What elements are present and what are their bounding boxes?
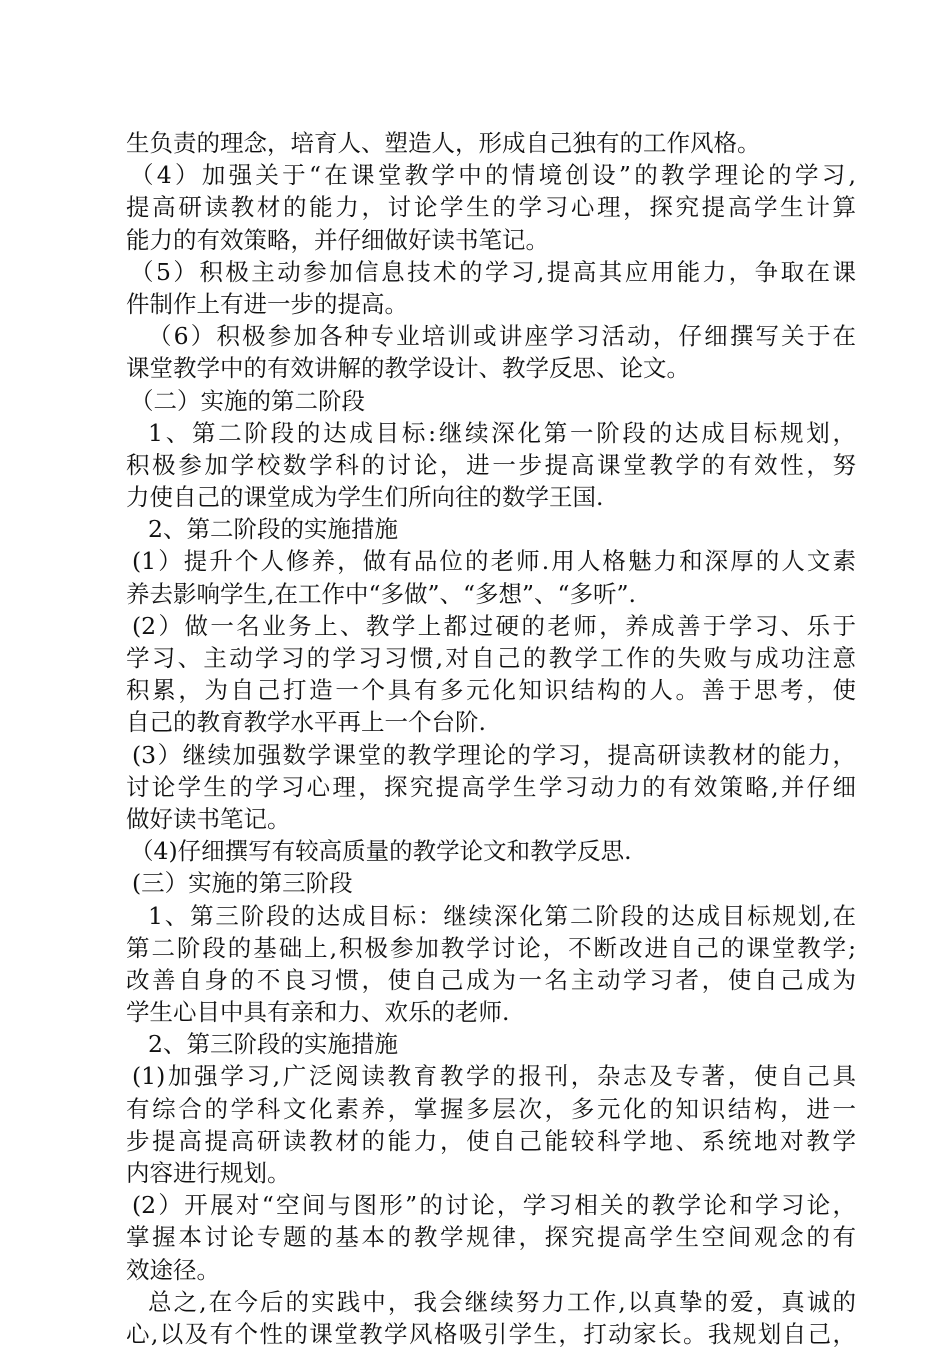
document-body xyxy=(126,127,856,1350)
text-line: 心,以及有个性的课堂教学风格吸引学生，打动家长。我规划自己， xyxy=(126,1319,856,1348)
text-line: （5）积极主动参加信息技术的学习,提高其应用能力，争取在课 xyxy=(130,257,856,286)
text-line: 力使自己的课堂成为学生们所向往的数学王国. xyxy=(126,483,604,512)
text-line: （4)仔细撰写有较高质量的教学论文和教学反思. xyxy=(130,837,632,866)
text-line: 件制作上有进一步的提高。 xyxy=(126,289,408,318)
text-line: 内容进行规划。 xyxy=(126,1159,291,1187)
text-line: 总之,在今后的实践中，我会继续努力工作,以真挚的爱，真诚的 xyxy=(148,1287,856,1316)
text-line: (2）开展对“空间与图形”的讨论，学习相关的教学论和学习论， xyxy=(132,1191,856,1220)
text-line: 生负责的理念，培育人、塑造人，形成自己独有的工作风格。 xyxy=(126,129,761,157)
text-line: (三）实施的第三阶段 xyxy=(132,869,353,898)
text-line: 能力的有效策略，并仔细做好读书笔记。 xyxy=(126,225,549,254)
text-line: 2、第二阶段的实施措施 xyxy=(148,515,398,544)
text-line: （6）积极参加各种专业培训或讲座学习活动，仔细撰写关于在 xyxy=(148,322,856,351)
text-line: 做好读书笔记。 xyxy=(126,804,291,833)
text-line: 讨论学生的学习心理，探究提高学生学习动力的有效策略,并仔细 xyxy=(126,772,856,801)
text-line: (1）提升个人修养，做有品位的老师.用人格魅力和深厚的人文素 xyxy=(132,547,856,576)
text-line: 1、第三阶段的达成目标：继续深化第二阶段的达成目标规划,在 xyxy=(148,901,856,930)
text-line: 有综合的学科文化素养，掌握多层次，多元化的知识结构，进一 xyxy=(126,1094,856,1123)
text-line: 学习、主动学习的学习习惯,对自己的教学工作的失败与成功注意 xyxy=(126,644,856,672)
text-line: 课堂教学中的有效讲解的教学设计、教学反思、论文。 xyxy=(126,354,690,383)
text-line: 第二阶段的基础上,积极参加教学讨论，不断改进自己的课堂教学; xyxy=(126,933,856,962)
text-line: 2、第三阶段的实施措施 xyxy=(148,1030,398,1059)
text-line: (1)加强学习,广泛阅读教育教学的报刊，杂志及专著，使自己具 xyxy=(132,1062,856,1091)
text-line: （二）实施的第二阶段 xyxy=(130,386,365,415)
text-line: 改善自身的不良习惯，使自己成为一名主动学习者，使自己成为 xyxy=(126,965,856,994)
text-line: 自己的教育教学水平再上一个台阶. xyxy=(126,708,486,737)
text-line: （4）加强关于“在课堂教学中的情境创设”的教学理论的学习, xyxy=(130,161,856,190)
text-line: 1、第二阶段的达成目标:继续深化第一阶段的达成目标规划， xyxy=(148,418,856,447)
text-line: (2）做一名业务上、教学上都过硬的老师，养成善于学习、乐于 xyxy=(132,611,856,640)
text-line: 提高研读教材的能力，讨论学生的学习心理，探究提高学生计算 xyxy=(126,193,856,222)
text-line: (3）继续加强数学课堂的教学理论的学习，提高研读教材的能力， xyxy=(132,740,856,769)
text-line: 效途径。 xyxy=(126,1255,220,1284)
text-line: 积极参加学校数学科的讨论，进一步提高课堂教学的有效性，努 xyxy=(126,450,856,479)
text-line: 积累，为自己打造一个具有多元化知识结构的人。善于思考，使 xyxy=(126,676,856,705)
text-line: 步提高提高研读教材的能力，使自己能较科学地、系统地对教学 xyxy=(126,1126,856,1155)
text-line: 养去影响学生,在工作中“多做”、“多想”、“多听”. xyxy=(126,579,637,608)
text-line: 学生心目中具有亲和力、欢乐的老师. xyxy=(126,998,510,1027)
text-line: 掌握本讨论专题的基本的教学规律，探究提高学生空间观念的有 xyxy=(126,1223,856,1252)
